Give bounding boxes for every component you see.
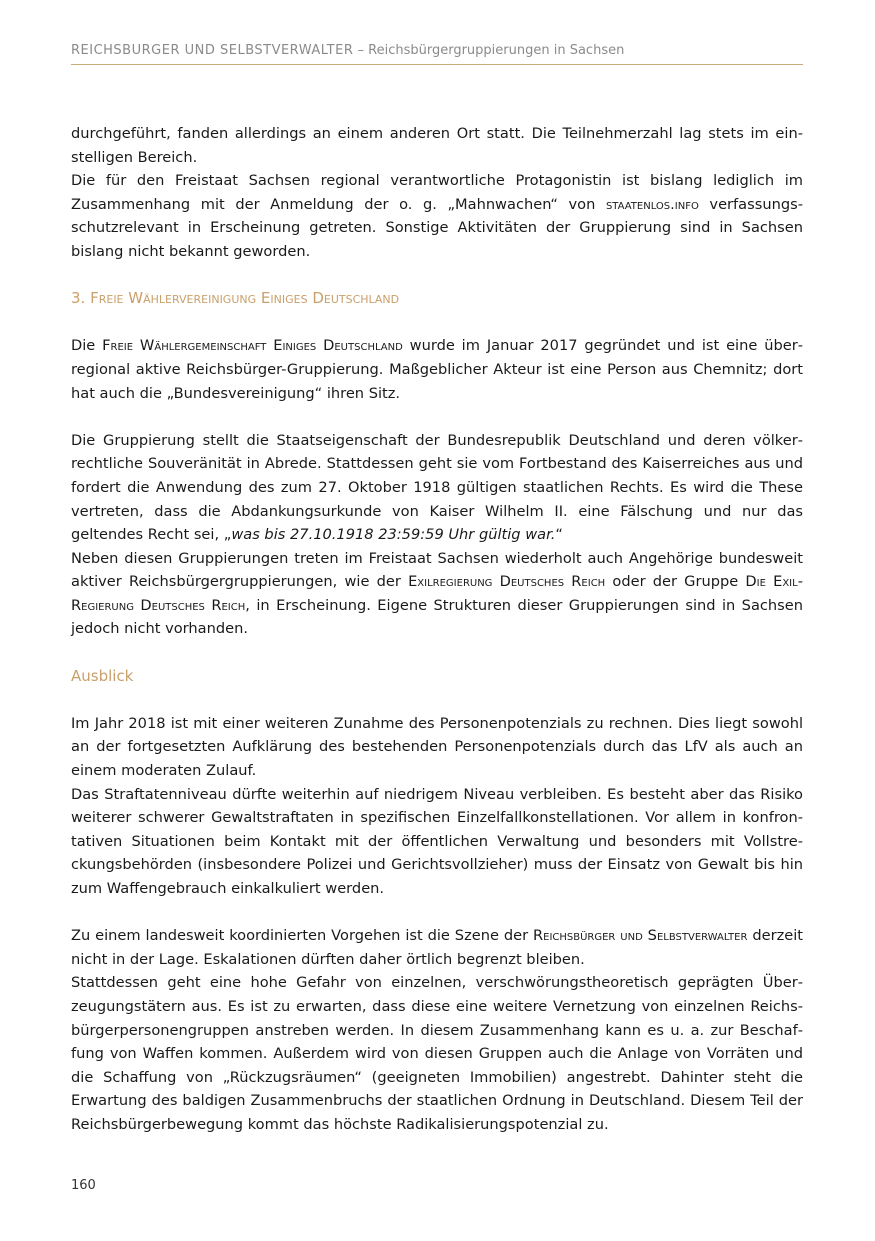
p2-smallcaps: staatenlos.info [605,195,699,213]
p2-text-a: Die für den Freistaat Sachsen regional verantwortliche Protagonistin ist bislang lediglich im Zusammenhang mit der Anmeldung der o. g. „Mahnwachen“ von [71,172,803,213]
paragraph-5 [71,547,803,641]
p5-smallcaps-1: Exilregierung Deutsches Reich [408,573,606,591]
p4-quote: was bis 27.10.1918 23:59:59 Uhr gültig war. [231,526,556,544]
header-subtitle: Reichsbürgergruppierungen in Sachsen [368,43,625,58]
page-number: 160 [71,1178,96,1193]
outlook-heading: Ausblick [71,666,134,685]
p4-text-b: “ [555,526,563,544]
paragraph-9: Stattdessen geht eine hohe Gefahr von einzelnen, verschwörungstheoretisch geprägten Überzeugungstätern aus. Es ist zu erwarten, dass diese eine weitere Vernetzung von einzelnen Reichsbürgerpersonengruppen anstreben werden. In diesem Zusammenhang kann es u. a. zur Beschaffung von Waffen kommen. Außerdem wird von diesen Gruppen auch die Anlage von Vorräten und die Schaffung von „Rückzugsräumen“ (geeigneten Immobilien) angestrebt. Dahinter steht die Erwartung des baldigen Zusammenbruchs der staatlichen Ordnung in Deutschland. Diesem Teil der Reichsbürgerbewegung kommt das höchste Radikalisierungspotenzial zu. [71,974,803,1133]
paragraph-1: durchgeführt, fanden allerdings an einem anderen Ort statt. Die Teilnehmerzahl lag stets im einstelligen Bereich. [71,125,803,166]
p2-text-b: verfassungsschutzrelevant in Erscheinung getreten. Sonstige Aktivitäten der Gruppierung sind in Sachsen bislang nicht bekannt geworden. [71,195,803,260]
p5-text-c: , in Erscheinung. Eigene Strukturen dieser Gruppierungen sind in Sachsen jedoch nicht vorhanden. [71,596,803,638]
paragraph-6: Im Jahr 2018 ist mit einer weiteren Zunahme des Personenpotenzials zu rechnen. Dies liegt sowohl an der fortgesetzten Aufklärung des bestehenden Personenpotenzials durch das LfV als auch an einem moderaten Zulauf. [71,714,803,780]
section-3-number: 3. [71,289,86,308]
p5-smallcaps-2: Die ExilRegierung Deutsches Reich [71,573,803,614]
header-title: REICHSBÜRGER UND SELBSTVERWALTER [71,43,354,58]
paragraph-7: Das Straftatenniveau dürfte weiterhin auf niedrigem Niveau verbleiben. Es besteht aber das Risiko weiterer schwerer Gewaltstraftaten in spezifischen Einzelfallkonstellationen. Vor allem in konfrontativen Situationen beim Kontakt mit der öffentlichen Verwaltung und besonders mit Vollstreckungsbehörden (insbesondere Polizei und Gerichtsvollzieher) muss der Einsatz von Gewalt bis hin zum Waffengebrauch einkalkuliert werden. [71,785,803,897]
running-header [71,43,803,58]
body-text [71,122,803,1137]
header-rule [71,64,803,65]
paragraph-2 [71,169,803,263]
paragraph-3 [71,334,803,405]
p8-smallcaps: Reichsbürger und Selbstverwalter [532,927,748,945]
header-separator: – [353,43,369,58]
p8-text-a: Zu einem landesweit koordinierten Vorgehen ist die Szene der [71,927,533,945]
paragraph-8 [71,924,803,971]
p3-smallcaps: Freie Wählergemeinschaft Einiges Deutschland [102,337,403,355]
p3-text-b: wurde im Januar 2017 gegründet und ist eine überregional aktive Reichsbürger-Gruppierung. Maßgeblicher Akteur ist eine Person aus Chemnitz; dort hat auch die „Bundesvereinigung“ ihren Sitz. [71,337,803,402]
p5-text-a: Neben diesen Gruppierungen treten im Freistaat Sachsen wiederholt auch Angehörige bundesweit aktiver Reichsbürgergruppierungen, wie der [71,549,803,591]
section-3-heading [71,287,803,311]
p5-text-b: oder der Gruppe [605,573,746,591]
section-3-title: Freie Wählervereinigung Einiges Deutschland [90,289,400,308]
p3-text-a: Die [71,337,103,355]
p4-text-a: Die Gruppierung stellt die Staatseigenschaft der Bundesrepublik Deutschland und deren völkerrechtliche Souveränität in Abrede. Stattdessen geht sie vom Fortbestand des Kaiserreiches aus und fordert die Anwendung des zum 27. Oktober 1918 gültigen staatlichen Rechts. Es wird die These vertreten, dass die Abdankungsurkunde von Kaiser Wilhelm II. eine Fälschung und nur das geltendes Recht sei, „ [71,431,803,544]
p8-text-b: derzeit nicht in der Lage. Eskalationen dürften daher örtlich begrenzt bleiben. [71,927,803,968]
paragraph-4 [71,429,803,547]
